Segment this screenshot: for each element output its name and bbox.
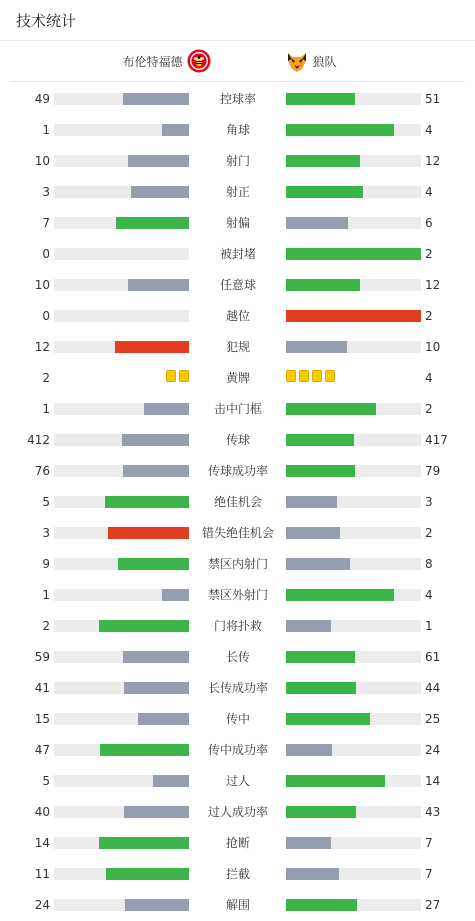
stat-label: 传中成功率 [207,743,268,757]
home-bar-track [54,558,189,570]
away-value: 7 [425,867,433,881]
home-value: 14 [34,836,50,850]
home-bar [105,496,189,508]
home-bar [118,558,189,570]
home-value: 41 [34,681,50,695]
home-value: 7 [42,216,50,230]
away-value: 4 [425,371,433,385]
home-value: 1 [42,588,50,602]
home-bar [106,868,189,880]
away-bar-track [286,682,421,694]
away-bar-track [286,124,421,136]
stat-row [0,332,475,363]
away-value: 4 [425,123,433,137]
away-value: 2 [425,526,433,540]
home-bar-track [54,496,189,508]
away-bar [286,279,360,291]
stat-row [0,611,475,642]
stat-row [0,177,475,208]
home-bar [124,806,189,818]
away-bar [286,744,332,756]
stat-label: 任意球 [219,278,256,292]
stat-row [0,115,475,146]
home-bar [125,899,189,911]
away-value: 12 [425,154,441,168]
away-bar-track [286,93,421,105]
stat-label: 门将扑救 [213,619,262,633]
home-bar [100,744,189,756]
stat-row [0,797,475,828]
home-bar-track [54,217,189,229]
away-bar-track [286,279,421,291]
away-value: 51 [425,92,441,106]
away-value: 44 [425,681,441,695]
home-value: 40 [34,805,50,819]
page-title: 技术统计 [16,12,77,30]
home-bar [138,713,189,725]
home-bar-track [54,279,189,291]
away-bar [286,620,331,632]
stat-row [0,549,475,580]
home-value: 5 [42,495,50,509]
home-value: 5 [42,774,50,788]
stat-label: 错失绝佳机会 [201,526,274,540]
away-value: 43 [425,805,441,819]
home-bar [123,465,189,477]
stat-label: 传中 [225,712,250,726]
stat-row [0,146,475,177]
stat-label: 犯规 [225,340,250,354]
home-value: 2 [42,371,50,385]
away-value: 6 [425,216,433,230]
away-bar-track [286,527,421,539]
stat-label: 黄牌 [225,371,250,385]
home-value: 15 [34,712,50,726]
home-bar-track [54,248,189,260]
away-bar [286,868,339,880]
stat-row [0,859,475,890]
away-bar-track [286,465,421,477]
stat-label: 解围 [225,898,250,912]
home-bar [115,341,189,353]
stat-label: 射正 [225,185,250,199]
away-bar [286,465,355,477]
home-bar [128,155,189,167]
home-bar-track [54,310,189,322]
home-bar-track [54,744,189,756]
home-value: 10 [34,278,50,292]
away-bar [286,155,360,167]
stat-label: 过人 [225,774,250,788]
home-bar-track [54,186,189,198]
home-yellow-cards [166,370,189,384]
stat-label: 过人成功率 [207,805,268,819]
away-value: 24 [425,743,441,757]
home-bar-track [54,527,189,539]
wolves-head-icon [285,49,309,73]
away-bar-track [286,186,421,198]
home-value: 9 [42,557,50,571]
away-bar [286,310,421,322]
home-bar [162,124,189,136]
home-value: 3 [42,526,50,540]
away-bar [286,558,350,570]
stat-label: 击中门框 [213,402,262,416]
away-value: 27 [425,898,441,912]
away-value: 3 [425,495,433,509]
home-value: 47 [34,743,50,757]
stat-row [0,642,475,673]
stat-label: 射偏 [225,216,250,230]
away-value: 2 [425,247,433,261]
away-bar-track [286,651,421,663]
stat-row [0,270,475,301]
home-bar [123,93,189,105]
home-bar [99,837,189,849]
home-bar-track [54,713,189,725]
away-bar [286,186,363,198]
home-bar-track [54,899,189,911]
home-bar [123,651,189,663]
stat-label: 抢断 [225,836,250,850]
home-bar-track [54,682,189,694]
home-value: 24 [34,898,50,912]
away-bar [286,93,355,105]
stat-row [0,890,475,921]
away-bar [286,217,348,229]
home-value: 1 [42,402,50,416]
away-value: 14 [425,774,441,788]
away-bar-track [286,434,421,446]
yellow-card-icon [166,370,176,382]
stat-label: 越位 [225,309,250,323]
away-bar-track [286,620,421,632]
stat-label: 射门 [225,154,250,168]
stat-row [0,828,475,859]
home-bar-track [54,93,189,105]
away-value: 2 [425,402,433,416]
away-value: 79 [425,464,441,478]
stat-row [0,518,475,549]
stat-label: 禁区内射门 [207,557,268,571]
away-bar [286,403,376,415]
away-bar [286,434,354,446]
stat-row [0,766,475,797]
stat-row [0,394,475,425]
stat-row [0,456,475,487]
away-value: 4 [425,588,433,602]
home-bar-track [54,155,189,167]
home-value: 12 [34,340,50,354]
home-bar [153,775,189,787]
away-bar-track [286,589,421,601]
stat-row [0,425,475,456]
away-bar-track [286,775,421,787]
brentford-bee-icon [187,49,211,73]
away-bar-track [286,496,421,508]
away-bar-track [286,558,421,570]
away-bar [286,527,340,539]
home-bar [162,589,189,601]
home-value: 59 [34,650,50,664]
home-bar [144,403,189,415]
home-bar-track [54,341,189,353]
home-value: 0 [42,247,50,261]
away-value: 10 [425,340,441,354]
away-bar-track [286,806,421,818]
away-value: 12 [425,278,441,292]
away-bar [286,124,394,136]
home-bar [128,279,189,291]
stat-row [0,735,475,766]
stat-row [0,704,475,735]
home-bar [124,682,189,694]
yellow-card-icon [312,370,322,382]
away-bar [286,899,357,911]
home-bar-track [54,434,189,446]
home-bar-track [54,620,189,632]
stat-row [0,301,475,332]
home-bar [131,186,189,198]
home-bar-track [54,651,189,663]
away-bar [286,496,337,508]
home-bar [99,620,189,632]
away-bar [286,248,421,260]
home-team-name: 布伦特福德 [122,54,183,69]
away-value: 2 [425,309,433,323]
home-bar [108,527,189,539]
home-bar-track [54,837,189,849]
away-bar-track [286,868,421,880]
away-bar-track [286,217,421,229]
stat-label: 绝佳机会 [213,495,262,509]
yellow-card-icon [325,370,335,382]
away-bar [286,775,385,787]
home-value: 76 [34,464,50,478]
home-bar [116,217,189,229]
away-value: 25 [425,712,441,726]
home-bar-track [54,403,189,415]
stat-row [0,84,475,115]
stat-row [0,673,475,704]
stats-header [0,0,475,41]
stat-label: 角球 [225,123,250,137]
home-value: 11 [34,867,50,881]
stat-row [0,208,475,239]
away-bar [286,341,347,353]
stat-row [0,580,475,611]
home-team[interactable] [122,49,210,73]
away-bar-track [286,310,421,322]
away-yellow-cards [286,370,335,384]
home-bar-track [54,589,189,601]
yellow-card-icon [179,370,189,382]
away-bar-track [286,899,421,911]
away-bar [286,651,355,663]
stat-label: 被封堵 [219,247,256,261]
home-value: 412 [27,433,50,447]
away-bar-track [286,155,421,167]
home-value: 10 [34,154,50,168]
away-bar-track [286,744,421,756]
stat-label: 长传 [225,650,250,664]
away-bar [286,713,370,725]
home-value: 49 [34,92,50,106]
away-value: 7 [425,836,433,850]
away-bar-track [286,837,421,849]
away-bar [286,806,356,818]
away-bar-track [286,403,421,415]
stat-label: 长传成功率 [207,681,268,695]
away-team[interactable] [285,49,337,73]
home-bar-track [54,868,189,880]
away-bar [286,682,356,694]
home-value: 3 [42,185,50,199]
home-bar-track [54,775,189,787]
away-value: 8 [425,557,433,571]
yellow-card-icon [286,370,296,382]
teams-row [10,41,465,82]
yellow-card-icon [299,370,309,382]
stat-label: 拦截 [225,867,250,881]
away-bar-track [286,713,421,725]
away-value: 417 [425,433,448,447]
away-value: 1 [425,619,433,633]
home-value: 0 [42,309,50,323]
home-value: 2 [42,619,50,633]
away-bar-track [286,341,421,353]
home-value: 1 [42,123,50,137]
away-value: 61 [425,650,441,664]
home-bar-track [54,806,189,818]
stat-row [0,239,475,270]
away-team-name: 狼队 [312,54,337,69]
away-value: 4 [425,185,433,199]
stat-label: 控球率 [219,92,256,106]
stat-row [0,363,475,394]
home-bar [122,434,189,446]
stat-row [0,487,475,518]
home-bar-track [54,124,189,136]
away-bar [286,589,394,601]
stat-label: 传球成功率 [207,464,268,478]
away-bar [286,837,331,849]
stat-label: 传球 [225,433,250,447]
away-bar-track [286,248,421,260]
stat-label: 禁区外射门 [207,588,268,602]
home-bar-track [54,465,189,477]
